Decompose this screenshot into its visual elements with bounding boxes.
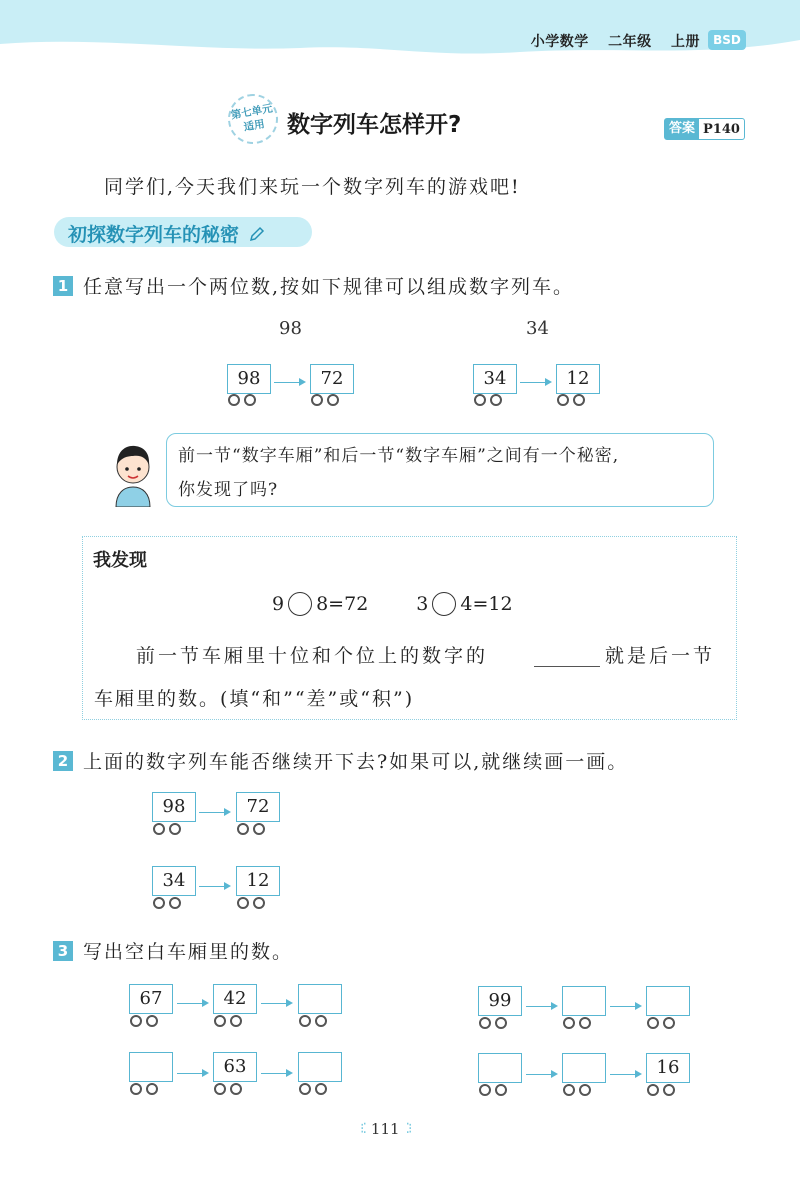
intro-text: 同学们,今天我们来玩一个数字列车的游戏吧! (104, 176, 521, 198)
car-wheels (647, 1017, 675, 1029)
unit-stamp (224, 90, 282, 148)
train-car: 63 (213, 1052, 257, 1082)
car-wheels (299, 1083, 327, 1095)
train-car: 98 (227, 364, 271, 394)
car-wheels (479, 1084, 507, 1096)
train-car: 67 (129, 984, 173, 1014)
arrow-icon (526, 1006, 556, 1007)
arrow-icon (610, 1074, 640, 1075)
question-3-text: 写出空白车厢里的数。 (83, 941, 294, 963)
header-text (517, 31, 700, 51)
page-title: 数字列车怎样开? (287, 112, 462, 138)
question-1-text: 任意写出一个两位数,按如下规律可以组成数字列车。 (83, 276, 575, 298)
car-wheels (153, 897, 181, 909)
blank-train-car[interactable] (478, 1053, 522, 1083)
example-b-label: 34 (526, 318, 549, 339)
train-car: 72 (310, 364, 354, 394)
question-number-2: 2 (53, 751, 73, 771)
train-car: 98 (152, 792, 196, 822)
car-wheels (228, 394, 256, 406)
boy-avatar-icon (108, 437, 158, 507)
car-wheels (237, 823, 265, 835)
equation-2-left: 3 (416, 593, 429, 615)
car-wheels (563, 1017, 591, 1029)
train-car: 34 (473, 364, 517, 394)
pencil-icon (249, 226, 265, 242)
operator-blank-circle[interactable] (288, 592, 312, 616)
blank-train-car[interactable] (298, 984, 342, 1014)
arrow-icon (177, 1003, 207, 1004)
answer-page: P140 (703, 121, 740, 137)
page-footer (360, 1120, 410, 1138)
arrow-icon (610, 1006, 640, 1007)
car-wheels (153, 823, 181, 835)
bubble-text-line1: 前一节“数字车厢”和后一节“数字车厢”之间有一个秘密, (178, 446, 620, 466)
blank-train-car[interactable] (562, 986, 606, 1016)
question-2-text: 上面的数字列车能否继续开下去?如果可以,就继续画一画。 (83, 751, 629, 773)
train-car: 99 (478, 986, 522, 1016)
answer-blank-line[interactable] (534, 666, 600, 667)
unit-stamp-line1: 第七单元 (230, 102, 274, 122)
equation-row (272, 592, 513, 616)
car-wheels (299, 1015, 327, 1027)
car-wheels (563, 1084, 591, 1096)
arrow-icon (177, 1073, 207, 1074)
edition-badge: BSD (708, 30, 746, 50)
car-wheels (214, 1083, 242, 1095)
train-car: 12 (236, 866, 280, 896)
rule-text-line2: 车厢里的数。(填“和”“差”或“积”) (94, 688, 415, 710)
train-car: 42 (213, 984, 257, 1014)
train-car: 16 (646, 1053, 690, 1083)
car-wheels (214, 1015, 242, 1027)
example-a-label: 98 (279, 318, 302, 339)
question-number-1: 1 (53, 276, 73, 296)
section-heading-text: 初探数字列车的秘密 (68, 224, 240, 246)
rule-text-part2: 就是后一节 (605, 645, 716, 667)
train-car: 12 (556, 364, 600, 394)
blank-train-car[interactable] (562, 1053, 606, 1083)
car-wheels (311, 394, 339, 406)
equation-2-right: 4=12 (460, 593, 513, 615)
car-wheels (237, 897, 265, 909)
car-wheels (647, 1084, 675, 1096)
answer-label: 答案 (665, 119, 699, 139)
train-car: 72 (236, 792, 280, 822)
blank-train-car[interactable] (298, 1052, 342, 1082)
bubble-text-line2: 你发现了吗? (178, 480, 279, 500)
car-wheels (130, 1083, 158, 1095)
operator-blank-circle[interactable] (432, 592, 456, 616)
decor-dots-icon: ⁝⁚ (360, 1121, 365, 1137)
car-wheels (479, 1017, 507, 1029)
blank-train-car[interactable] (646, 986, 690, 1016)
car-wheels (474, 394, 502, 406)
unit-stamp-line2: 适用 (242, 118, 266, 134)
discovery-title: 我发现 (93, 550, 147, 571)
arrow-icon (520, 382, 550, 383)
arrow-icon (261, 1073, 291, 1074)
arrow-icon (199, 812, 229, 813)
arrow-icon (526, 1074, 556, 1075)
header-grade: 二年级 (608, 34, 652, 50)
equation-1-left: 9 (272, 593, 285, 615)
decor-dots-icon: ⁚⁝ (405, 1121, 411, 1137)
car-wheels (130, 1015, 158, 1027)
question-number-3: 3 (53, 941, 73, 961)
page-number: 111 (370, 1120, 400, 1138)
equation-1-right: 8=72 (316, 593, 369, 615)
car-wheels (557, 394, 585, 406)
header-subject: 小学数学 (530, 34, 589, 50)
arrow-icon (199, 886, 229, 887)
blank-train-car[interactable] (129, 1052, 173, 1082)
header-volume: 上册 (671, 34, 700, 50)
rule-text-part1: 前一节车厢里十位和个位上的数字的 (136, 645, 489, 667)
answer-reference (664, 118, 745, 140)
section-heading (68, 220, 265, 247)
arrow-icon (261, 1003, 291, 1004)
arrow-icon (274, 382, 304, 383)
train-car: 34 (152, 866, 196, 896)
